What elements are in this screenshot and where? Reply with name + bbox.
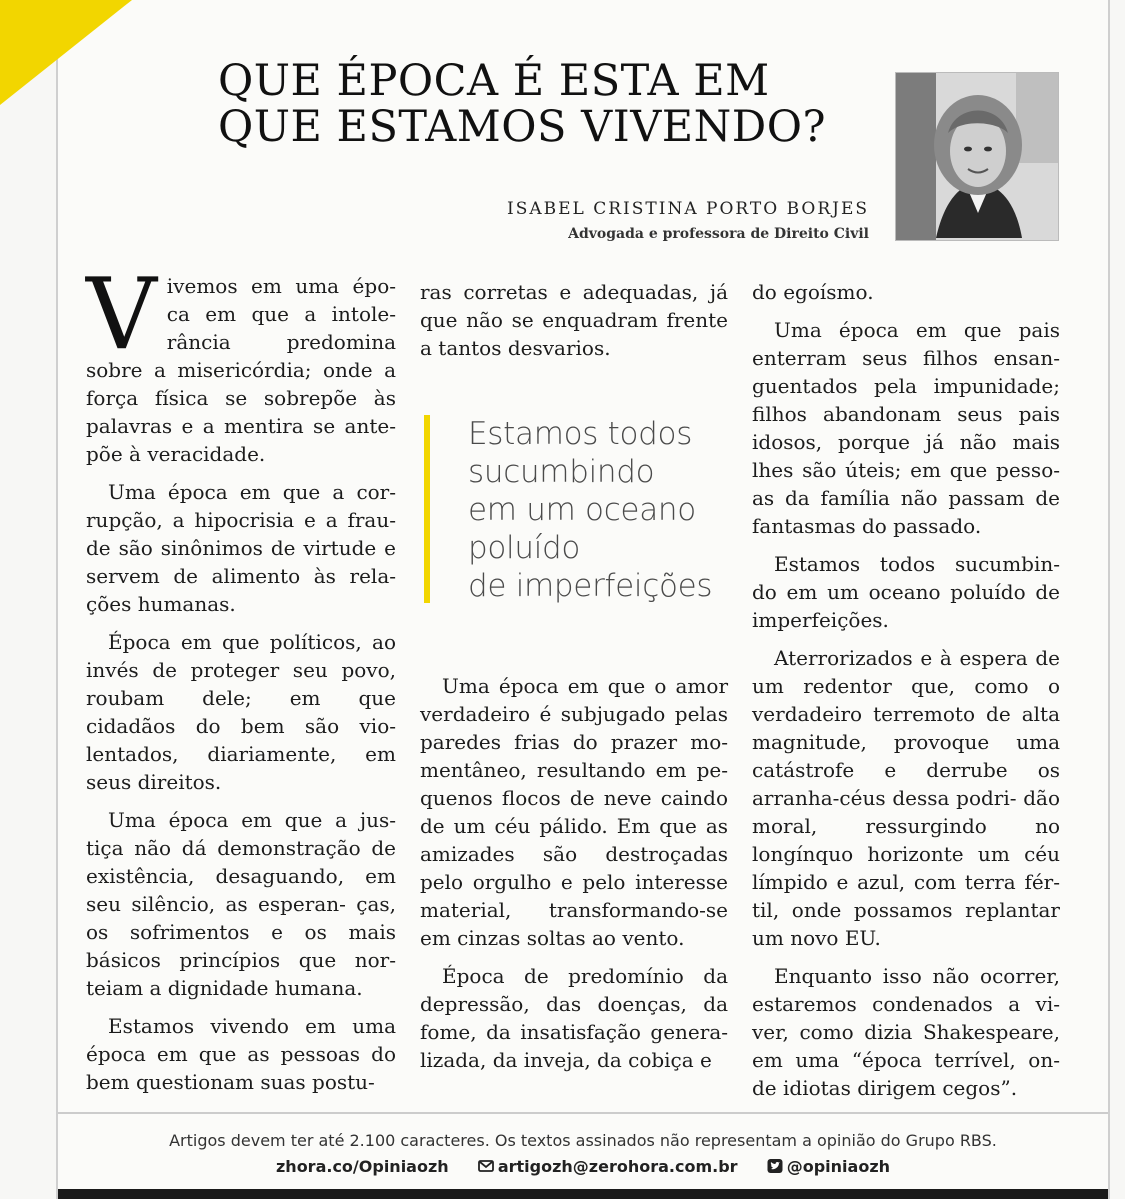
author-name: ISABEL CRISTINA PORTO BORJES [507,199,869,219]
paragraph-3: Época em que políticos, ao invés de proteger seu povo, roubam dele; em que cidadãos do bem são vio- lentados, diariamente, em seus direitos. [86,630,396,794]
pull-quote-line: em um oceano [468,492,696,528]
pull-quote-line: poluído [468,530,581,566]
paragraph-1 [86,258,396,468]
paragraph-1-text: ivemos em uma épo- ca em que a intole- rância predomina sobre a misericórdia; onde a força física se sobrepõe às palavras e a mentira se ante- põe à veracidade. [86,274,396,466]
headline [218,58,878,150]
paragraph-5: Estamos vivendo em uma época em que as pessoas do bem questionam suas postu- [86,1014,396,1094]
paragraph-7: Época de predomínio da depressão, das doenças, da fome, da insatisfação genera- lizada, da inveja, da cobiça e [420,964,728,1072]
paragraph-9: Estamos todos sucumbin- do em um oceano poluído de imperfeições. [752,552,1060,632]
article-column-2-top [420,278,728,372]
paragraph-4: Uma época em que a jus- tiça não dá demonstração de existência, desaguando, em seu silêncio, as esperan- ças, os sofrimentos e os mais básicos princípios que nor- teiam a dignidade humana. [86,808,396,1000]
drop-cap: V [86,258,157,372]
footer-disclaimer: Artigos devem ter até 2.100 caracteres. Os textos assinados não representam a opinião do Grupo RBS. [169,1131,997,1150]
headline-line-1: QUE ÉPOCA É ESTA EM [218,56,770,106]
pull-quote-line: de imperfeições [468,568,713,604]
paragraph-7-continued: do egoísmo. [752,280,874,304]
pull-quote-line: sucumbindo [468,454,655,490]
paragraph-10: Aterrorizados e à espera de um redentor que, como o verdadeiro terremoto de alta magnitude, provoque uma catástrofe e derrube os arranha-céus dessa podri- dão moral, ressurgindo no longínquo horizonte um céu límpido e azul, com terra fér- til, onde possamos replantar um novo EU. [752,646,1060,950]
article-column-2-bottom [420,672,728,1084]
pull-quote [424,415,724,603]
article-column-3 [752,278,1060,1112]
paragraph-5-continued: ras corretas e adequadas, já que não se enquadram frente a tantos desvarios. [420,280,728,360]
bottom-bar [58,1189,1108,1199]
mail-icon [478,1159,494,1173]
site-link[interactable]: zhora.co/Opiniaozh [275,1157,449,1176]
author-photo [895,72,1059,241]
footer-links [58,1157,1108,1176]
email-link[interactable]: artigozh@zerohora.com.br [497,1157,738,1176]
twitter-icon [767,1159,783,1173]
headline-line-2: QUE ESTAMOS VIVENDO? [218,102,827,152]
paragraph-2: Uma época em que a cor- rupção, a hipocrisia e a frau- de são sinônimos de virtude e servem de alimento às rela- ções humanas. [86,480,396,616]
twitter-link[interactable]: @opiniaozh [786,1157,891,1176]
footer-divider [58,1112,1108,1114]
article-column-1 [86,258,396,1106]
pull-quote-line: Estamos todos [468,416,693,452]
author-portrait-image [896,73,1059,241]
paragraph-8: Uma época em que pais enterram seus filhos ensan- guentados pela impunidade; filhos abandonam seus pais idosos, porque já não mais lhes são úteis; em que pesso- as da família não passam de fantasmas do passado. [752,318,1060,538]
paragraph-6: Uma época em que o amor verdadeiro é subjugado pelas paredes frias do prazer mo- mentâneo, resultando em pe- quenos flocos de neve caindo de um céu pálido. Em que as amizades são destroçadas pelo orgulho e pelo interesse material, transformando-se em cinzas soltas ao vento. [420,674,728,950]
paragraph-11: Enquanto isso não ocorrer, estaremos condenados a vi- ver, como dizia Shakespeare, em uma “época terrível, on- de idiotas dirigem cegos”. [752,964,1060,1100]
author-role: Advogada e professora de Direito Civil [568,226,869,242]
yellow-corner-accent [0,0,132,105]
